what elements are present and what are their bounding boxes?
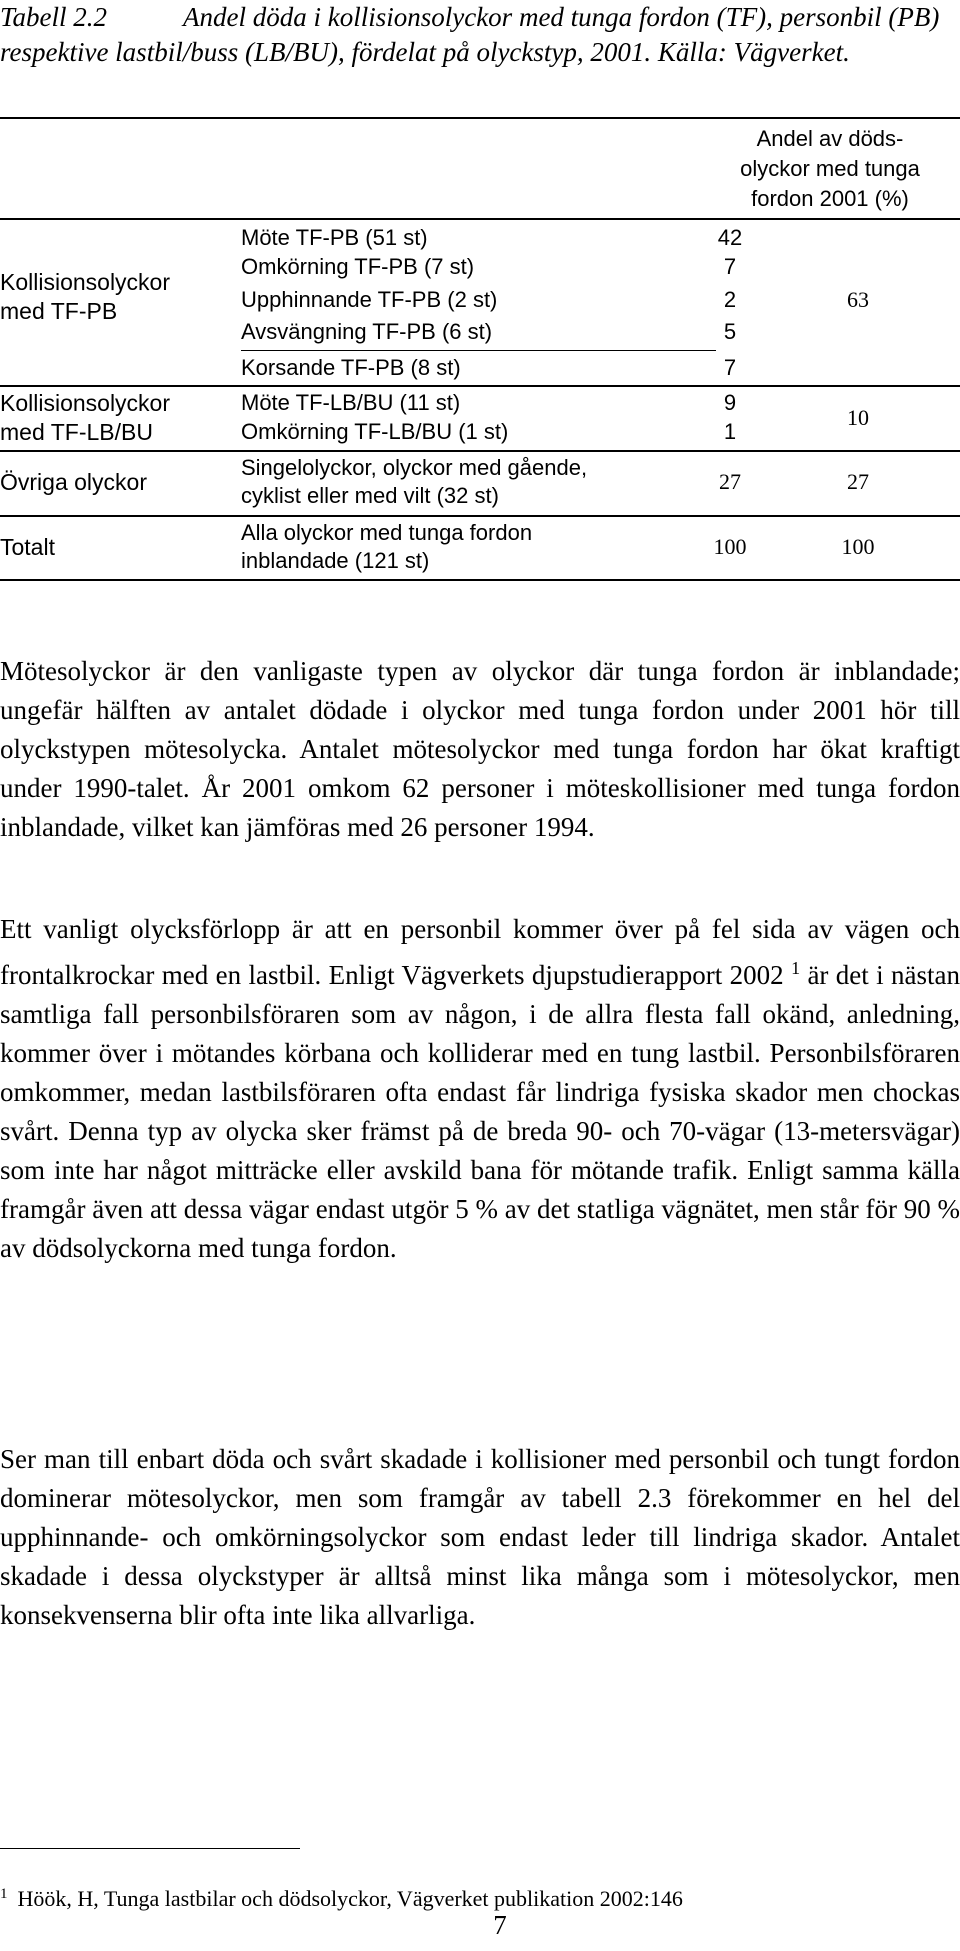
row-label: Möte TF-PB (51 st) [241,225,428,250]
row-value: 2 [723,287,737,312]
table-top-rule [0,117,960,119]
group-total: 27 [847,469,869,494]
table-bottom-rule [0,579,960,581]
row-label: Singelolyckor, olyckor med gående, [241,455,588,480]
paragraph: Mötesolyckor är den vanligaste typen av olyckor där tunga fordon är inblandade; ungefär hälften av antalet dödade i olyckor med tunga fordon under 2001 hör till olyckstypen mötesolycka. Antalet mötesolyckor med tunga fordon har ökat kraftigt under 1990-talet. År 2001 omkom 62 personer i möteskollisioner med tunga fordon inblandade, vilket kan jämföras med 26 personer 1994. [0,656,960,842]
row-label: Upphinnande TF-PB (2 st) [241,287,498,312]
caption-number: Tabell 2.2 [0,2,108,32]
category-tf-lbbu-line-1: Kollisionsolyckor [0,390,171,416]
footnote-marker: 1 [0,1886,8,1902]
footnote-text: Höök, H, Tunga lastbilar och dödsolyckor, Vägverket publikation 2002:146 [17,1886,683,1911]
category-tf-pb-line-1: Kollisionsolyckor [0,269,171,295]
footnote-rule [0,1848,300,1849]
row-value: 7 [723,355,737,380]
row-label: Omkörning TF-LB/BU (1 st) [241,419,509,444]
row-label: Korsande TF-PB (8 st) [241,355,461,380]
row-value: 5 [723,319,737,344]
row-value: 100 [713,534,747,559]
paragraph: Ett vanligt olycksförlopp är att en personbil kommer över på fel sida av vägen och frontalkrockar med en lastbil. Enligt Vägverkets djupstudierapport 2002 $^1$ är det i nästan samtliga fall personbilsföraren som av någon, i de allra flesta fall okänd, anledning, kommer över i mötandes körbana och kolliderar med en tung lastbil. Personbilsföraren omkommer, medan lastbilsföraren ofta endast får lindriga fysiska skador men chockas svårt. Denna typ av olycka sker främst på de breda 90- och 70-vägar (13-metersvägar) som inte har något mitträcke eller avskild bana för mötande trafik. Enligt samma källa framgår även att dessa vägar endast utgör 5 % av det statliga vägnätet, men står för 90 % av dödsolyckorna med tunga fordon. [0,914,960,1263]
group-total: 10 [847,405,869,430]
row-label: Omkörning TF-PB (7 st) [241,254,475,279]
row-label: inblandade (121 st) [241,548,430,573]
category-tf-pb-line-2: med TF-PB [0,298,118,324]
row-label: Avsvängning TF-PB (6 st) [241,319,493,344]
footnote [0,1880,683,1913]
row-value: 9 [723,390,737,415]
row-label: cyklist eller med vilt (32 st) [241,483,499,508]
group-rule [0,385,960,387]
group-rule [0,515,960,517]
category-other: Övriga olyckor [0,469,147,495]
row-value: 42 [717,225,743,250]
footnote-reference: 1 [791,958,801,978]
header-line-1: Andel av döds- [756,126,904,151]
category-tf-lbbu-line-2: med TF-LB/BU [0,419,153,445]
row-label: Alla olyckor med tunga fordon [241,520,533,545]
category-total: Totalt [0,534,55,560]
group-rule [0,450,960,452]
row-value: 27 [719,469,741,494]
group-total: 63 [847,287,869,312]
row-value: 7 [723,254,737,279]
header-rule [0,218,960,220]
group-total: 100 [841,534,875,559]
table-caption [0,0,958,70]
row-value: 1 [723,419,737,444]
row-label: Möte TF-LB/BU (11 st) [241,390,461,415]
caption-text: Andel döda i kollisionsolyckor med tunga fordon (TF), personbil (PB) respektive lastbil/buss (LB/BU), fördelat på olyckstyp, 2001. Källa: Vägverket. [0,2,940,67]
paragraph: Ser man till enbart döda och svårt skadade i kollisioner med personbil och tungt fordon dominerar mötesolyckor, men som framgår av tabell 2.3 förekommer en hel del upphinnande- och omkörningsolyckor som endast leder till lindriga skador. Antalet skadade i dessa olyckstyper är alltså minst lika många som i mötesolyckor, men konsekvenserna blir ofta inte lika allvarliga. [0,1444,960,1630]
page-number: 7 [493,1910,507,1940]
partial-rule [241,350,716,351]
header-line-2: olyckor med tunga [740,156,920,181]
header-line-3: fordon 2001 (%) [751,186,909,211]
